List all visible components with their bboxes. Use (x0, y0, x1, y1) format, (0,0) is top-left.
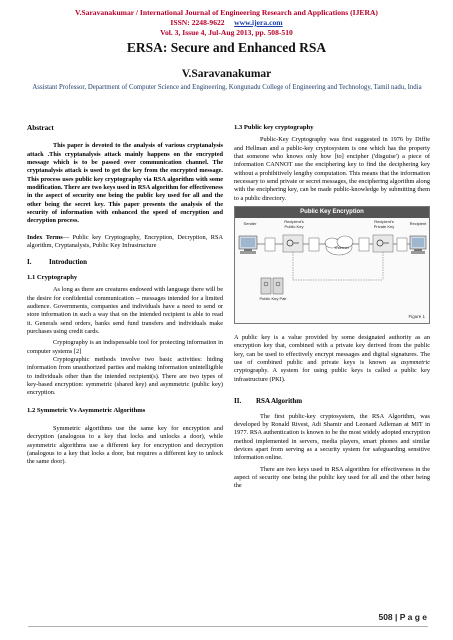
ciphertext-document-icon (309, 238, 319, 251)
left-column (27, 124, 223, 470)
footer-divider (28, 626, 428, 627)
plaintext-document-icon (397, 238, 407, 251)
section-number: II. (234, 397, 242, 406)
section-rsa-heading (234, 397, 430, 405)
figure-label-recipient: Recipient (409, 221, 427, 227)
figure-label-recipient-public-key: Recipient's Public Key (284, 219, 304, 230)
index-terms-text: — Public key Cryptography, Encryption, Decryption, RSA algorithm, Cryptanalysis, Public Key Infrastructure (27, 233, 223, 250)
figure-label-key-pair: Public Key Pair (259, 296, 287, 302)
journal-issn-line (0, 18, 453, 28)
figure-caption: Figure 1 (408, 313, 425, 319)
journal-header (0, 8, 453, 38)
right-column (234, 124, 430, 494)
index-terms (27, 234, 223, 251)
journal-citation: V.Saravanakumar / International Journal of Engineering Research and Applications (IJERA) (75, 8, 378, 17)
paragraph-text: A public key is a value provided by some designated authority as an encryption key that, combined with a private key derived from the public key, can be used to effectively encrypt messages and digital signatures. The use of combined public and private keys is known as (234, 334, 430, 367)
abstract-heading: Abstract (27, 124, 54, 132)
index-terms-label: Index Terms (27, 233, 63, 241)
key-pair-icon (261, 278, 283, 294)
section-introduction-heading (27, 258, 223, 266)
sender-computer-icon (239, 236, 257, 254)
journal-issn: ISSN: 2248-9622 (170, 18, 225, 27)
paragraph: Public-Key Cryptography was first suggested in 1976 by Diffie and Hellman and a public-key cryptosystem is one which has the property that someone who knows only how [to] encipher ('disguise') a piece of information CANNOT use the enciphering key to find the deciphering key without a prohibitively lengthy computation. This means that the information necessary to send private or secret messages, the enciphering algorithm along with the enciphering key, can be made public-knowledge by submitting them to a public directory. (234, 136, 430, 202)
section-title: RSA Algorithm (256, 397, 303, 406)
subsection-cryptography: 1.1 Cryptography (27, 273, 78, 281)
figure-label-internet: Internet (335, 245, 349, 251)
page-number: 508 | P a g e (378, 612, 427, 622)
figure-diagram (235, 218, 429, 323)
figure-title: Public Key Encryption (235, 207, 429, 218)
subsection-public-key-cryptography: 1.3 Public key cryptography (234, 124, 314, 131)
paragraph: Symmetric algorithms use the same key for encryption and decryption (analogous to a key that locks and unlocks a door), while asymmetric algorithms use a different key for encryption and decryption (analogous to a key that locks a door, but requires a different key to unlock the same door). (27, 424, 223, 466)
ciphertext-document-icon (359, 238, 369, 251)
recipient-computer-icon (410, 236, 426, 254)
paper-title: ERSA: Secure and Enhanced RSA (126, 40, 327, 55)
journal-url-link[interactable]: www.ijera.com (234, 18, 283, 27)
paragraph: Cryptographic methods involve two basic activities: hiding information from unauthorized parties and making information unintelligible to individuals other than the intended recipient(s). There are two types of key-based encryption: symmetric (shared key) and asymmetric (public key) encryption. (27, 355, 223, 397)
paragraph (234, 334, 430, 384)
paper-author: V.Saravanakumar (181, 68, 272, 80)
abstract-text: This paper is devoted to the analysis of various cryptanalysis attack .This cryptanalysis attack mainly happens on the encrypted message which is to be passed over communication channel. The cryptanalysis attack is used to get the key from the encrypted message. This process uses public key cryptography via RSA algorithm with some modification. There are two keys used in RSA algorithm for effectiveness in the aspect of security one being the public key used for all and the other being the secret key. This paper presents the analysis of the security of information with enhanced the speed of encryption and decryption process. (27, 142, 223, 225)
plaintext-document-icon (265, 238, 275, 251)
public-key-encryption-figure (234, 206, 430, 324)
paragraph: Cryptography is an indispensable tool for protecting information in computer systems [2] (27, 339, 223, 355)
paragraph: There are two keys used in RSA algorithm for effectiveness in the aspect of security one being the public key used for all and the other being the (234, 465, 430, 490)
paragraph-text: cryptography. A system for using public keys is called a public key infrastructure (PKI). (234, 367, 430, 383)
paragraph: The first public-key cryptosystem, the RSA Algorithm, was developed by Ronald Rivest, Adi Shamir and Leonard Adleman at MIT in 1977. RSA authentication is known to be the most widely adopted encryption method implemented in servers, media players, smart phones and similar devices apart from serving as a security system for safeguarding sensitive information online. (234, 412, 430, 462)
paragraph: As long as there are creatures endowed with language there will be the desire for confidential communication -- messages intended for a limited audience. Governments, companies and individuals have a need to send or store information in such a way that on the intended recipient is able to read it. Generals send orders, banks send fund transfers and individuals make purchases using credit cards. (27, 286, 223, 335)
subsection-symmetric-asymmetric: 1.2 Symmetric Vs Asymmetric Algorithms (27, 406, 146, 414)
figure-label-recipient-private-key: Recipient's Private Key (373, 219, 395, 230)
section-number: I. (27, 258, 32, 267)
author-affiliation: Assistant Professor, Department of Computer Science and Engineering, Kongunadu College of Engineering and Technology, Tamil nadu, India (32, 84, 422, 91)
figure-label-sender: Sender (243, 221, 257, 227)
emphasis-text: asymmetric (400, 359, 430, 367)
section-title: Introduction (49, 258, 87, 267)
journal-volume: Vol. 3, Issue 4, Jul-Aug 2013, pp. 508-510 (160, 28, 293, 37)
